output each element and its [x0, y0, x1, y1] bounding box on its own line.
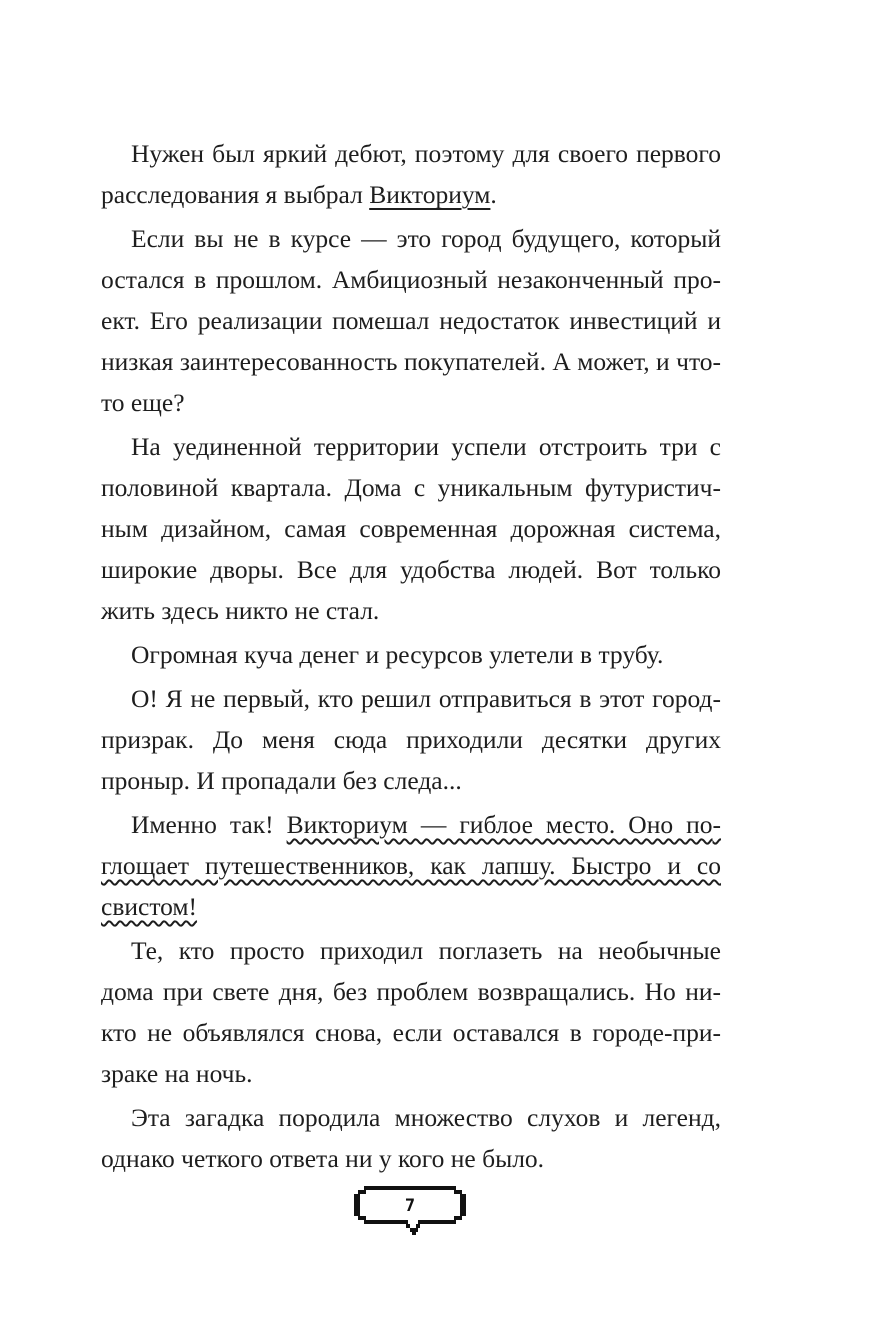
paragraph-6-lead: Именно так!	[131, 810, 287, 839]
paragraph-5: О! Я не первый, кто решил отправиться в этот город-призрак. До меня сюда приходили десятки других проныр. И пропадали без следа...	[101, 684, 721, 795]
paragraph-1-text: Нужен был яркий дебют, поэтому для своего первого расследования я выбрал	[101, 139, 721, 209]
paragraph-7: Те, кто просто приходил поглазеть на необычные дома при свете дня, без проблем возвращались. Но никто не объявлялся снова, если оставался в городе-призраке на ночь.	[101, 936, 721, 1088]
page-body	[101, 133, 721, 1179]
paragraph-8: Эта загадка породила множество слухов и легенд, однако четкого ответа ни у кого не было.	[101, 1103, 721, 1173]
paragraph-2: Если вы не в курсе — это город будущего, который остался в прошлом. Амбициозный незаконченный проект. Его реализации помешал недостаток инвестиций и низкая заинтересованность покупателей. А может, и что-то еще?	[101, 224, 721, 417]
wavy-emphasis: Викториум — гиблое место. Оно поглощает путешественников, как лапшу. Быстро и со свистом!	[101, 810, 721, 921]
paragraph-1-end: .	[490, 180, 497, 209]
paragraph-6	[101, 804, 721, 927]
paragraph-3: На уединенной территории успели отстроить три с половиной квартала. Дома с уникальным футуристичным дизайном, самая современная дорожная система, широкие дворы. Все для удобства людей. Вот только жить здесь никто не стал.	[101, 432, 721, 625]
paragraph-4: Огромная куча денег и ресурсов улетели в трубу.	[131, 640, 664, 669]
page-number: 7	[404, 1196, 416, 1216]
underlined-term: Викториум	[369, 180, 491, 209]
page-number-badge	[352, 1183, 468, 1239]
paragraph-1	[101, 133, 721, 215]
